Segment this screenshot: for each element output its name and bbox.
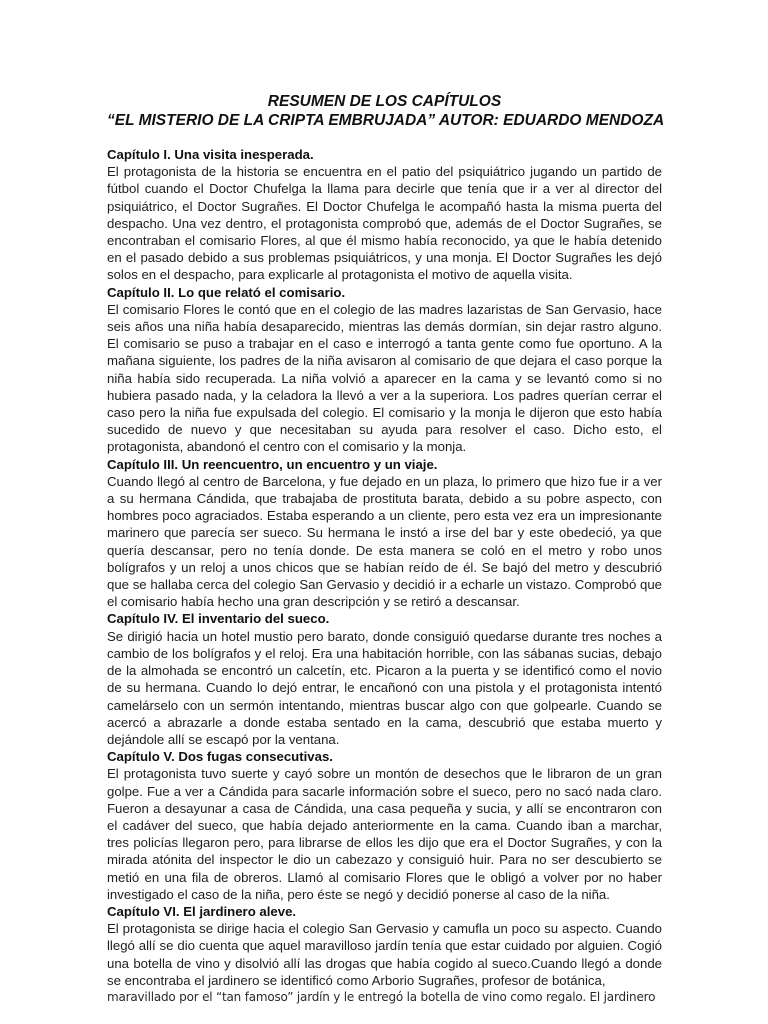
chapter-heading: Capítulo IV. El inventario del sueco. (107, 611, 330, 627)
title-line-1: RESUMEN DE LOS CAPÍTULOS (267, 93, 502, 110)
chapter-body: Se dirigió hacia un hotel mustio pero barato, donde consiguió quedarse durante tres noches a cambio de los bolígrafos y el reloj. Era una habitación horrible, con las sábanas sucias, debajo de la almohada se encontró un calcetín, etc. Picaron a la puerta y se identificó como el novio de su hermana. Cuando lo dejó entrar, le encañonó con una pistola y el protagonista intentó camelárselo con un sermón intentando, mientras buscar algo con que golpearle. Cuando se acercó a abrazarle a donde estaba sentado en la cama, descubrió que estaba muerto y dejándole allí se escapó por la ventana. (107, 628, 662, 747)
chapter-body: Cuando llegó al centro de Barcelona, y fue dejado en un plaza, lo primero que hizo fue ir a ver a su hermana Cándida, que trabajaba de prostituta barata, debido a su pobre aspecto, con hombres poco agraciados. Estaba esperando a un cliente, pero esta vez era un impresionante marinero que parecía ser sueco. Su hermana le instó a irse del bar y este obedeció, ya que quería descansar, pero no tenía donde. De esta manera se coló en el metro y robo unos bolígrafos y un reloj a unos chicos que se habían reído de él. Se bajó del metro y descubrió que se hallaba cerca del colegio San Gervasio y decidió ir a echarle un vistazo. Comprobó que el comisario había hecho una gran descripción y se retiró a descansar. (107, 473, 662, 610)
chapter-body: El protagonista se dirige hacia el colegio San Gervasio y camufla un poco su aspecto. Cuando llegó allí se dio cuenta que aquel maravilloso jardín tenía que estar cuidado por alguien. Cogió una botella de vino y disolvió allí las drogas que había cogido al sueco.Cuando llegó a donde se encontraba el jardinero se identificó como Arborio Sugrañes, profesor de botánica, (107, 921, 662, 988)
chapter-body: El comisario Flores le contó que en el colegio de las madres lazaristas de San Gervasio, hace seis años una niña había desaparecido, mientras las demás dormían, sin dejar rastro alguno. El comisario se puso a trabajar en el caso e interrogó a tanta gente como fue oportuno. A la mañana siguiente, los padres de la niña avisaron al comisario de que dejara el caso porque la niña había sido recuperada. La niña volvió a aparecer en la cama y se levantó como si no hubiera pasado nada, y la celadora la llevó a ver a la superiora. Los padres querían cerrar el caso pero la niña fue expulsada del colegio. El comisario y la monja le dijeron que esto había sucedido de nuevo y que necesitaban su ayuda para resolver el caso. Dicho esto, el protagonista, abandonó el centro con el comisario y la monja. (107, 301, 662, 455)
chapter-body-tail: maravillado por el “tan famoso” jardín y le entregó la botella de vino como regalo. El jardinero (107, 989, 656, 1004)
chapter-section-6 (107, 903, 662, 1006)
document-title (107, 92, 665, 130)
chapter-heading: Capítulo II. Lo que relató el comisario. (107, 284, 346, 300)
title-line-2: “EL MISTERIO DE LA CRIPTA EMBRUJADA” AUTOR: EDUARDO MENDOZA (107, 112, 665, 129)
chapter-section-4 (107, 610, 662, 748)
chapter-heading: Capítulo VI. El jardinero aleve. (107, 903, 297, 919)
chapter-heading: Capítulo I. Una visita inesperada. (107, 147, 314, 162)
chapter-section-5 (107, 748, 662, 903)
document-page (107, 92, 665, 1006)
chapter-body: El protagonista tuvo suerte y cayó sobre un montón de desechos que le libraron de un gran golpe. Fue a ver a Cándida para sacarle información sobre el sueco, pero no sacó nada claro. Fueron a desayunar a casa de Cándida, una casa pequeña y sucia, y allí se encontraron con el cadáver del sueco, que había dejado anteriormente en la cama. Cuando iban a marchar, tres policías llegaron pero, para librarse de ellos les dijo que era el Doctor Sugrañes, y con la mirada atónita del inspector le dio un cabezazo y consiguió huir. Para no ser descubierto se metió en una fila de obreros. Llamó al comisario Flores que le obligó a volver por no haber investigado el caso de la niña, pero éste se negó y decidió ponerse al caso de la niña. (107, 766, 662, 902)
chapter-body: El protagonista de la historia se encuentra en el patio del psiquiátrico jugando un partido de fútbol cuando el Doctor Chufelga la llama para decirle que tenía que ir a ver al director del psiquiátrico, el Doctor Sugrañes. El Doctor Chufelga le acompañó hasta la misma puerta del despacho. Una vez dentro, el protagonista comprobó que, además de el Doctor Sugrañes, se encontraban el comisario Flores, al que él mismo había reconocido, ya que le había detenido en el pasado debido a sus problemas psiquiátricos, y una monja. El Doctor Sugrañes les dejó solos en el despacho, para explicarle al protagonista el motivo de aquella visita. (107, 164, 662, 283)
chapter-section-1 (107, 146, 662, 284)
chapter-heading: Capítulo V. Dos fugas consecutivas. (107, 749, 333, 765)
chapter-section-2 (107, 284, 662, 456)
chapter-heading: Capítulo III. Un reencuentro, un encuentro y un viaje. (107, 456, 438, 472)
chapter-section-3 (107, 456, 662, 611)
